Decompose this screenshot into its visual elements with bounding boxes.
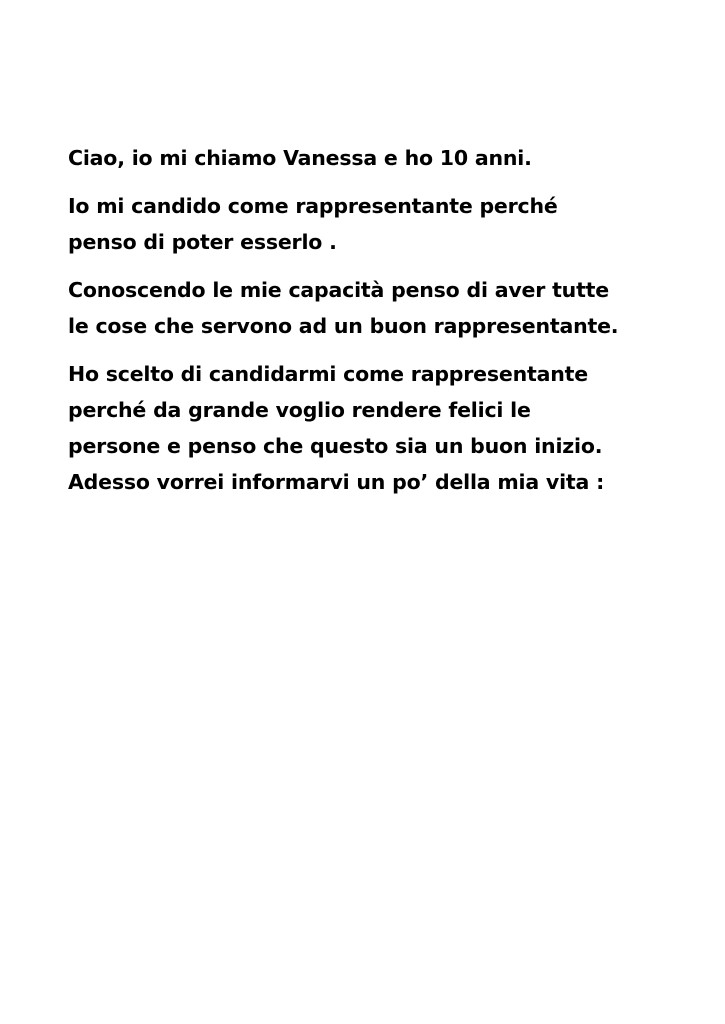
- paragraph-abilities: [68, 272, 688, 344]
- text-line: Ho scelto di candidarmi come rappresentante: [68, 362, 588, 386]
- paragraph-motivation: [68, 356, 688, 464]
- paragraph-candidacy: [68, 188, 688, 260]
- text-line: Io mi candido come rappresentante perché: [68, 194, 558, 218]
- paragraph-closing: [68, 464, 688, 500]
- text-line: Conoscendo le mie capacità penso di aver tutte: [68, 278, 609, 302]
- text-line: Ciao, io mi chiamo Vanessa e ho 10 anni.: [68, 146, 532, 170]
- paragraph-intro: [68, 140, 688, 176]
- text-line: persone e penso che questo sia un buon inizio.: [68, 434, 603, 458]
- document-body: [68, 140, 688, 512]
- text-line: penso di poter esserlo .: [68, 230, 337, 254]
- text-line: le cose che servono ad un buon rappresentante.: [68, 314, 619, 338]
- text-line: Adesso vorrei informarvi un po’ della mia vita :: [68, 470, 605, 494]
- text-line: perché da grande voglio rendere felici le: [68, 398, 531, 422]
